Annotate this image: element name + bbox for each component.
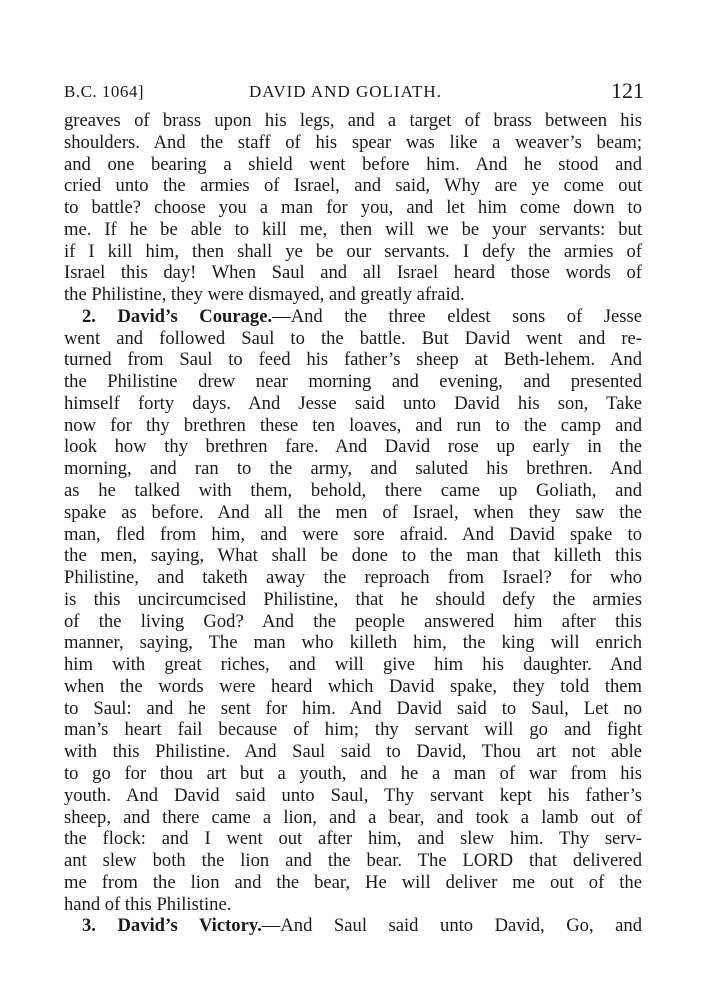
- text-line: [64, 524, 642, 546]
- line-text: went and followed Saul to the battle. But David went and re-: [64, 327, 642, 349]
- text-line: [64, 502, 642, 524]
- text-line: [64, 262, 642, 284]
- line-text: with this Philistine. And Saul said to David, Thou art not able: [64, 741, 642, 763]
- line-text: now for thy brethren these ten loaves, and run to the camp and: [64, 414, 642, 436]
- line-text: sheep, and there came a lion, and a bear, and took a lamb out of: [64, 806, 642, 828]
- text-line: [64, 828, 642, 850]
- text-line: [64, 219, 642, 241]
- line-text: —And the three eldest sons of Jesse: [272, 305, 642, 327]
- line-text: the flock: and I went out after him, and slew him. Thy serv-: [64, 828, 642, 850]
- text-line: [64, 241, 642, 263]
- line-text: as he talked with them, behold, there came up Goliath, and: [64, 480, 642, 502]
- line-text: the Philistine drew near morning and evening, and presented: [64, 371, 642, 393]
- section-heading-line: [64, 306, 642, 328]
- text-line: [64, 328, 642, 350]
- line-text: Philistine, and taketh away the reproach from Israel? for who: [64, 567, 642, 589]
- text-line: [64, 371, 642, 393]
- text-line: [64, 197, 642, 219]
- line-text: me. If he be able to kill me, then will we be your servants: but: [64, 218, 642, 240]
- text-line: [64, 850, 642, 872]
- line-text: ant slew both the lion and the bear. The LORD that delivered: [64, 850, 642, 872]
- text-line: [64, 480, 642, 502]
- line-text: the men, saying, What shall be done to the man that killeth this: [64, 545, 642, 567]
- text-line: [64, 894, 642, 916]
- line-text: to battle? choose you a man for you, and let him come down to: [64, 197, 642, 219]
- text-line: [64, 567, 642, 589]
- text-line: [64, 154, 642, 176]
- text-line: [64, 763, 642, 785]
- text-line: [64, 785, 642, 807]
- line-text: shoulders. And the staff of his spear was like a weaver’s beam;: [64, 131, 642, 153]
- line-text: me from the lion and the bear, He will deliver me out of the: [64, 871, 642, 893]
- text-line: [64, 132, 642, 154]
- line-text: morning, and ran to the army, and saluted his brethren. And: [64, 458, 642, 480]
- text-line: [64, 872, 642, 894]
- text-line: [64, 458, 642, 480]
- text-line: [64, 632, 642, 654]
- line-text: greaves of brass upon his legs, and a target of brass between his: [64, 110, 642, 131]
- line-text: Israel this day! When Saul and all Israel heard those words of: [64, 262, 642, 284]
- line-text: —And Saul said unto David, Go, and: [261, 915, 642, 937]
- line-text: turned from Saul to feed his father’s sheep at Beth-lehem. And: [64, 349, 642, 371]
- line-text: spake as before. And all the men of Israel, when they saw the: [64, 501, 642, 523]
- section-heading: 3. David’s Victory.: [82, 915, 262, 937]
- line-text: youth. And David said unto Saul, Thy servant kept his father’s: [64, 784, 642, 806]
- header-title: DAVID AND GOLIATH.: [249, 82, 442, 101]
- section-heading-line: [64, 915, 642, 937]
- text-line: [64, 175, 642, 197]
- line-text: to Saul: and he sent for him. And David said to Saul, Let no: [64, 697, 642, 719]
- text-line: [64, 676, 642, 698]
- text-line: [64, 654, 642, 676]
- line-text: when the words were heard which David spake, they told them: [64, 675, 642, 697]
- line-text: manner, saying, The man who killeth him, the king will enrich: [64, 632, 642, 654]
- running-header: [64, 78, 644, 104]
- line-text: man, fled from him, and were sore afraid. And David spake to: [64, 523, 642, 545]
- page-body-text: [64, 110, 642, 937]
- text-line: [64, 284, 642, 306]
- line-text: is this uncircumcised Philistine, that he should defy the armies: [64, 588, 642, 610]
- text-line: [64, 719, 642, 741]
- section-heading: 2. David’s Courage.: [82, 305, 273, 327]
- page-number: 121: [611, 78, 644, 103]
- header-date: B.C. 1064]: [64, 82, 145, 101]
- text-line: [64, 545, 642, 567]
- text-line: [64, 349, 642, 371]
- line-text: hand of this Philistine.: [64, 893, 232, 915]
- line-text: of the living God? And the people answered him after this: [64, 610, 642, 632]
- line-text: if I kill him, then shall ye be our servants. I defy the armies of: [64, 240, 642, 262]
- line-text: him with great riches, and will give him his daughter. And: [64, 654, 642, 676]
- line-text: himself forty days. And Jesse said unto David his son, Take: [64, 392, 642, 414]
- text-line: [64, 415, 642, 437]
- line-text: to go for thou art but a youth, and he a man of war from his: [64, 762, 642, 784]
- line-text: man’s heart fail because of him; thy servant will go and fight: [64, 719, 642, 741]
- text-line: [64, 807, 642, 829]
- text-line: [64, 741, 642, 763]
- line-text: and one bearing a shield went before him. And he stood and: [64, 153, 642, 175]
- line-text: look how thy brethren fare. And David rose up early in the: [64, 436, 642, 458]
- text-line: [64, 611, 642, 633]
- text-line: [64, 589, 642, 611]
- line-text: cried unto the armies of Israel, and said, Why are ye come out: [64, 175, 642, 197]
- text-line: [64, 698, 642, 720]
- line-text: the Philistine, they were dismayed, and greatly afraid.: [64, 284, 465, 306]
- text-line: [64, 436, 642, 458]
- text-line: [64, 393, 642, 415]
- text-line: [64, 110, 642, 132]
